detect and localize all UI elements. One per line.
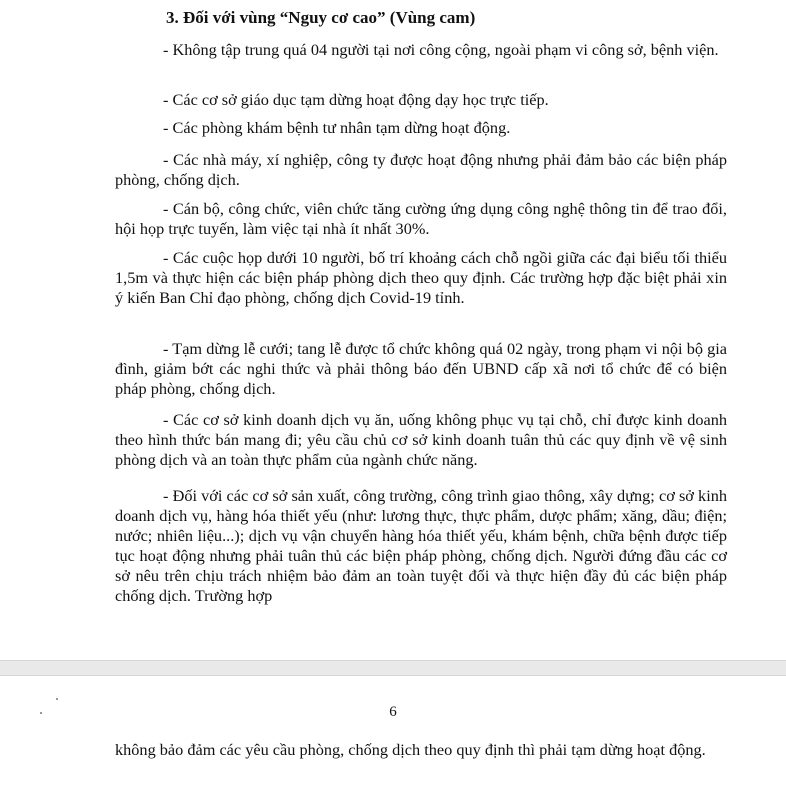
paragraph-9: - Đối với các cơ sở sản xuất, công trường, công trình giao thông, xây dựng; cơ sở kinh doanh dịch vụ, hàng hóa thiết yếu (như: lương thực, thực phẩm, dược phẩm; xăng, dầu; điện; nước; nhiên liệu...); dịch vụ vận chuyển hàng hóa thiết yếu, khám bệnh, chữa bệnh được tiếp tục hoạt động nhưng phải tuân thủ các biện pháp phòng, chống dịch. Người đứng đầu các cơ sở nêu trên chịu trách nhiệm bảo đảm an toàn tuyệt đối và thực hiện đầy đủ các biện pháp chống dịch. Trường hợp [115,486,727,605]
document-page-bottom [0,675,786,787]
paragraph-7: - Tạm dừng lễ cưới; tang lễ được tổ chức không quá 02 ngày, trong phạm vi nội bộ gia đình, giảm bớt các nghi thức và phải thông báo đến UBND cấp xã nơi tổ chức để có biện pháp phòng, chống dịch. [115,339,727,398]
continuation-paragraph: không bảo đảm các yêu cầu phòng, chống dịch theo quy định thì phải tạm dừng hoạt động. [115,740,706,759]
paragraph-5: - Cán bộ, công chức, viên chức tăng cường ứng dụng công nghệ thông tin để trao đổi, hội họp trực tuyến, làm việc tại nhà ít nhất 30%. [115,199,727,238]
paragraph-6: - Các cuộc họp dưới 10 người, bố trí khoảng cách chỗ ngồi giữa các đại biểu tối thiểu 1,5m và thực hiện các biện pháp phòng dịch theo quy định. Các trường hợp đặc biệt phải xin ý kiến Ban Chỉ đạo phòng, chống dịch Covid-19 tỉnh. [115,248,727,307]
paragraph-8: - Các cơ sở kinh doanh dịch vụ ăn, uống không phục vụ tại chỗ, chỉ được kinh doanh theo hình thức bán mang đi; yêu cầu chủ cơ sở kinh doanh tuân thủ các quy định về vệ sinh phòng dịch và an toàn thực phẩm của ngành chức năng. [115,410,727,469]
paragraph-3: - Các phòng khám bệnh tư nhân tạm dừng hoạt động. [163,118,511,137]
paragraph-2: - Các cơ sở giáo dục tạm dừng hoạt động dạy học trực tiếp. [163,90,549,109]
scan-speck [56,698,58,700]
page-number: 6 [389,704,397,720]
paragraph-4: - Các nhà máy, xí nghiệp, công ty được hoạt động nhưng phải đảm bảo các biện pháp phòng, chống dịch. [115,150,727,189]
paragraph-1: - Không tập trung quá 04 người tại nơi công cộng, ngoài phạm vi công sở, bệnh viện. [163,40,719,59]
section-heading: 3. Đối với vùng “Nguy cơ cao” (Vùng cam) [166,8,476,27]
